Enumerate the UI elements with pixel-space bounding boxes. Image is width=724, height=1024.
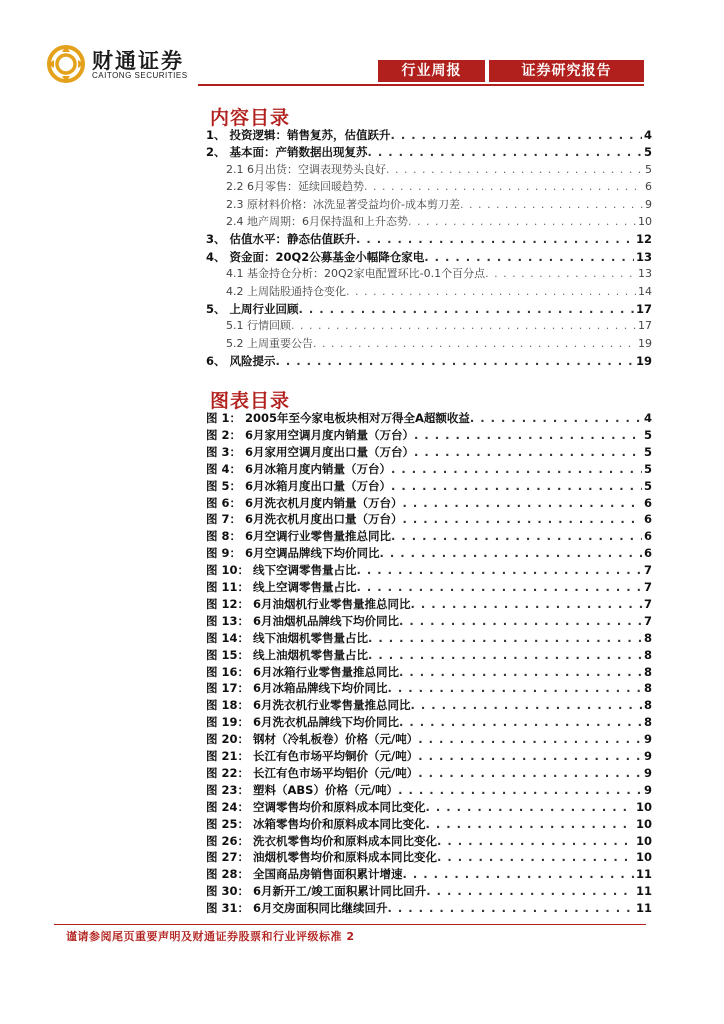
figure-entry-page: 11 <box>635 901 652 916</box>
figure-entry-page: 11 <box>635 867 652 882</box>
figure-entry-page: 7 <box>643 596 652 611</box>
figure-entry-page: 10 <box>635 850 652 865</box>
toc-entry-page: 5 <box>645 162 652 176</box>
toc-entry-label: 4.1 基金持仓分析：20Q2家电配置环比-0.1个百分点 <box>226 267 486 281</box>
figure-entry[interactable] <box>206 849 652 865</box>
figure-entry-page: 9 <box>643 732 652 747</box>
figure-entry-page: 7 <box>643 563 652 578</box>
figure-entry[interactable] <box>206 613 652 629</box>
figure-entry[interactable] <box>206 883 652 899</box>
toc-entry[interactable] <box>206 318 652 334</box>
toc-entry-label: 5、 上周行业回顾 <box>206 302 299 316</box>
leader-dots <box>414 427 642 443</box>
figure-entry[interactable] <box>206 900 652 916</box>
figure-entry[interactable] <box>206 799 652 815</box>
figure-entry-label: 图 11： 线上空调零售量占比 <box>206 580 357 594</box>
toc-entry[interactable] <box>206 249 652 265</box>
figure-entry[interactable] <box>206 866 652 882</box>
figure-entry-label: 图 19： 6月洗衣机品牌线下均价同比 <box>206 715 400 730</box>
figure-entry-label: 图 16： 6月冰箱行业零售量推总同比 <box>206 664 400 679</box>
leader-dots <box>485 266 636 282</box>
toc-entry[interactable] <box>206 144 652 160</box>
toc-entry-page: 19 <box>638 336 652 350</box>
figure-entry[interactable] <box>206 697 652 713</box>
figure-entry[interactable] <box>206 528 652 544</box>
figure-entry-label: 图 6： 6月洗衣机月度内销量（万台） <box>206 495 403 510</box>
figure-entry-page: 9 <box>643 782 652 797</box>
figure-entry-page: 8 <box>643 664 652 679</box>
leader-dots <box>424 249 634 265</box>
toc-entry[interactable] <box>206 162 652 178</box>
figure-entry-label: 图 9： 6月空调品牌线下均价同比 <box>206 546 380 561</box>
figure-entry-page: 8 <box>643 715 652 730</box>
figure-entry-label: 图 15： 线上油烟机零售量占比 <box>206 647 369 662</box>
figure-entry[interactable] <box>206 630 652 646</box>
figure-entry[interactable] <box>206 765 652 781</box>
figure-entry-page: 10 <box>635 833 652 848</box>
leader-dots <box>437 849 634 865</box>
figure-entry[interactable] <box>206 596 652 612</box>
footer-disclaimer: 谨请参阅尾页重要声明及财通证券股票和行业评级标准 2 <box>66 930 355 943</box>
leader-dots <box>403 511 642 527</box>
leader-dots <box>403 495 642 511</box>
figure-entry-page: 6 <box>643 512 652 527</box>
report-type-tab: 行业周报 <box>378 60 485 82</box>
leader-dots <box>391 127 642 143</box>
figure-entry-label: 图 23： 塑料（ABS）价格（元/吨） <box>206 782 399 797</box>
figure-entry-page: 8 <box>643 630 652 645</box>
figure-entry[interactable] <box>206 444 652 460</box>
toc-entry[interactable] <box>206 179 652 195</box>
figure-entry[interactable] <box>206 714 652 730</box>
toc-entry-page: 4 <box>643 128 652 142</box>
toc-entry-page: 17 <box>638 319 652 333</box>
leader-dots <box>418 748 642 764</box>
report-category-tab: 证券研究报告 <box>489 60 644 82</box>
figures-title: 图表目录 <box>210 390 291 412</box>
figure-entry-page: 8 <box>643 681 652 696</box>
figure-entry-label: 图 31： 6月交房面积同比继续回升 <box>206 901 388 916</box>
figure-entry[interactable] <box>206 579 652 595</box>
leader-dots <box>299 301 634 317</box>
figure-entry[interactable] <box>206 511 652 527</box>
leader-dots <box>414 444 642 460</box>
leader-dots <box>313 336 636 352</box>
figure-entry-label: 图 27： 油烟机零售均价和原料成本同比变化 <box>206 850 438 865</box>
figure-entry-label: 图 21： 长江有色市场平均铜价（元/吨） <box>206 749 419 763</box>
footer-divider <box>54 924 646 925</box>
toc-entry-label: 2.1 6月出货：空调表现势头良好 <box>226 162 386 176</box>
leader-dots <box>399 613 642 629</box>
figure-entry-page: 5 <box>643 461 652 476</box>
figure-entry-page: 8 <box>643 647 652 662</box>
leader-dots <box>460 197 643 213</box>
leader-dots <box>399 714 642 730</box>
brand-name-en: CAITONG SECURITIES <box>92 71 188 80</box>
leader-dots <box>399 664 642 680</box>
figure-entry[interactable] <box>206 664 652 680</box>
figure-entry-label: 图 24： 空调零售均价和原料成本同比变化 <box>206 799 426 814</box>
leader-dots <box>276 353 634 369</box>
toc-entry-label: 2.2 6月零售：延续回暖趋势 <box>226 180 364 194</box>
figure-entry-label: 图 25： 冰箱零售均价和原料成本同比变化 <box>206 816 426 831</box>
toc-entry-page: 12 <box>635 232 652 247</box>
brand-name-cn: 财通证券 <box>92 49 184 73</box>
figure-entry-page: 5 <box>643 478 652 493</box>
toc-entry[interactable] <box>206 266 652 282</box>
figure-entry-page: 8 <box>643 698 652 713</box>
toc-entry-label: 4.2 上周陆股通持仓变化 <box>226 284 346 298</box>
leader-dots <box>357 579 642 595</box>
figure-entry-label: 图 2： 6月家用空调月度内销量（万台） <box>206 427 415 442</box>
leader-dots <box>426 799 634 815</box>
toc-entry-page: 5 <box>643 145 652 160</box>
figure-entry-page: 7 <box>643 580 652 594</box>
figure-entry-page: 7 <box>643 613 652 628</box>
toc-entry-label: 1、 投资逻辑：销售复苏，估值跃升 <box>206 128 391 142</box>
leader-dots <box>368 630 642 646</box>
figure-entry-label: 图 3： 6月家用空调月度出口量（万台） <box>206 444 415 459</box>
toc-entry-page: 6 <box>645 180 652 194</box>
figure-entry[interactable] <box>206 545 652 561</box>
leader-dots <box>398 782 642 798</box>
leader-dots <box>437 833 634 849</box>
toc-entry-page: 14 <box>638 284 652 298</box>
figure-entry[interactable] <box>206 731 652 747</box>
caitong-logo-icon <box>44 44 88 84</box>
toc-entry-label: 2.3 原材料价格：冰洗显著受益均价-成本剪刀差 <box>226 197 460 211</box>
leader-dots <box>408 214 636 230</box>
figure-entry-label: 图 8： 6月空调行业零售量推总同比 <box>206 529 392 544</box>
leader-dots <box>391 461 642 477</box>
figure-entry-page: 9 <box>643 749 652 763</box>
toc-entry[interactable] <box>206 197 652 213</box>
figure-entry-label: 图 7： 6月洗衣机月度出口量（万台） <box>206 512 403 527</box>
figure-entry[interactable] <box>206 748 652 764</box>
toc-entry-label: 5.1 行情回顾 <box>226 319 291 333</box>
figure-entry[interactable] <box>206 833 652 849</box>
toc-entry-label: 2、 基本面：产销数据出现复苏 <box>206 145 368 160</box>
toc-entry[interactable] <box>206 284 652 300</box>
figure-entry-page: 5 <box>643 427 652 442</box>
toc-entry[interactable] <box>206 127 652 143</box>
figure-entry-label: 图 17： 6月冰箱品牌线下均价同比 <box>206 681 388 696</box>
toc-entry-page: 19 <box>635 354 652 369</box>
toc-entry[interactable] <box>206 353 652 369</box>
figure-entry-page: 4 <box>643 411 652 425</box>
figure-entry-page: 10 <box>635 816 652 831</box>
leader-dots <box>388 680 642 696</box>
figure-entry-page: 6 <box>643 529 652 544</box>
leader-dots <box>357 562 642 578</box>
leader-dots <box>391 478 642 494</box>
figure-entry[interactable] <box>206 562 652 578</box>
header-divider <box>198 84 644 86</box>
figure-entry-label: 图 28： 全国商品房销售面积累计增速 <box>206 867 403 882</box>
figure-entry-page: 5 <box>643 444 652 459</box>
leader-dots <box>380 545 642 561</box>
toc-entry-label: 6、 风险提示 <box>206 354 276 369</box>
toc-entry[interactable] <box>206 231 652 247</box>
leader-dots <box>426 816 634 832</box>
figure-entry-label: 图 18： 6月洗衣机行业零售量推总同比 <box>206 698 411 713</box>
toc-entry-page: 13 <box>638 267 652 281</box>
figure-entry-label: 图 5： 6月冰箱月度出口量（万台） <box>206 478 392 493</box>
toc-entry-page: 10 <box>638 215 652 228</box>
figure-entry-page: 6 <box>643 495 652 510</box>
toc-entry-page: 13 <box>635 249 652 264</box>
leader-dots <box>356 231 634 247</box>
toc-entry-label: 2.4 地产周期：6月保持温和上升态势 <box>226 215 408 228</box>
figure-entry[interactable] <box>206 461 652 477</box>
leader-dots <box>368 647 642 663</box>
leader-dots <box>426 883 634 899</box>
page-header <box>0 0 724 90</box>
figure-entry-label: 图 13： 6月油烟机品牌线下均价同比 <box>206 613 400 628</box>
figure-entry[interactable] <box>206 816 652 832</box>
leader-dots <box>346 284 636 300</box>
figure-entry-page: 6 <box>643 546 652 561</box>
figure-entry[interactable] <box>206 680 652 696</box>
leader-dots <box>418 731 642 747</box>
leader-dots <box>388 900 634 916</box>
toc-entry[interactable] <box>206 301 652 317</box>
figure-entry-label: 图 1： 2005年至今家电板块相对万得全A超额收益 <box>206 411 470 425</box>
leader-dots <box>411 697 642 713</box>
figure-entry-label: 图 4： 6月冰箱月度内销量（万台） <box>206 461 392 476</box>
figure-entry[interactable] <box>206 782 652 798</box>
figure-entry-label: 图 14： 线下油烟机零售量占比 <box>206 630 369 645</box>
figure-entry-label: 图 22： 长江有色市场平均铝价（元/吨） <box>206 765 419 780</box>
leader-dots <box>291 318 636 334</box>
leader-dots <box>391 528 642 544</box>
leader-dots <box>368 144 642 160</box>
leader-dots <box>411 596 642 612</box>
figure-entry-page: 11 <box>635 884 652 899</box>
figure-entry-label: 图 12： 6月油烟机行业零售量推总同比 <box>206 596 411 611</box>
figure-entry[interactable] <box>206 427 652 443</box>
figure-entry-page: 9 <box>643 765 652 780</box>
toc-entry[interactable] <box>206 336 652 352</box>
toc-entry-page: 9 <box>645 197 652 211</box>
figure-entry[interactable] <box>206 495 652 511</box>
toc-entry-label: 3、 估值水平：静态估值跃升 <box>206 232 357 247</box>
figure-entry[interactable] <box>206 478 652 494</box>
toc-entry[interactable] <box>206 214 652 230</box>
figure-entry-label: 图 20： 钢材（冷轧板卷）价格（元/吨） <box>206 732 419 747</box>
figure-entry-label: 图 30： 6月新开工/竣工面积累计同比回升 <box>206 884 427 899</box>
figure-entry[interactable] <box>206 647 652 663</box>
figure-entry-page: 10 <box>635 799 652 814</box>
figure-entry-label: 图 26： 洗衣机零售均价和原料成本同比变化 <box>206 833 438 848</box>
leader-dots <box>364 179 643 195</box>
toc-entry-label: 5.2 上周重要公告 <box>226 336 313 350</box>
leader-dots <box>418 765 642 781</box>
toc-entry-page: 17 <box>635 302 652 316</box>
toc-entry-label: 4、 资金面：20Q2公募基金小幅降仓家电 <box>206 249 425 264</box>
figure-entry[interactable] <box>206 410 652 426</box>
leader-dots <box>470 410 642 426</box>
leader-dots <box>403 866 634 882</box>
toc-title: 内容目录 <box>210 107 291 129</box>
leader-dots <box>386 162 643 178</box>
figure-entry-label: 图 10： 线下空调零售量占比 <box>206 563 357 578</box>
